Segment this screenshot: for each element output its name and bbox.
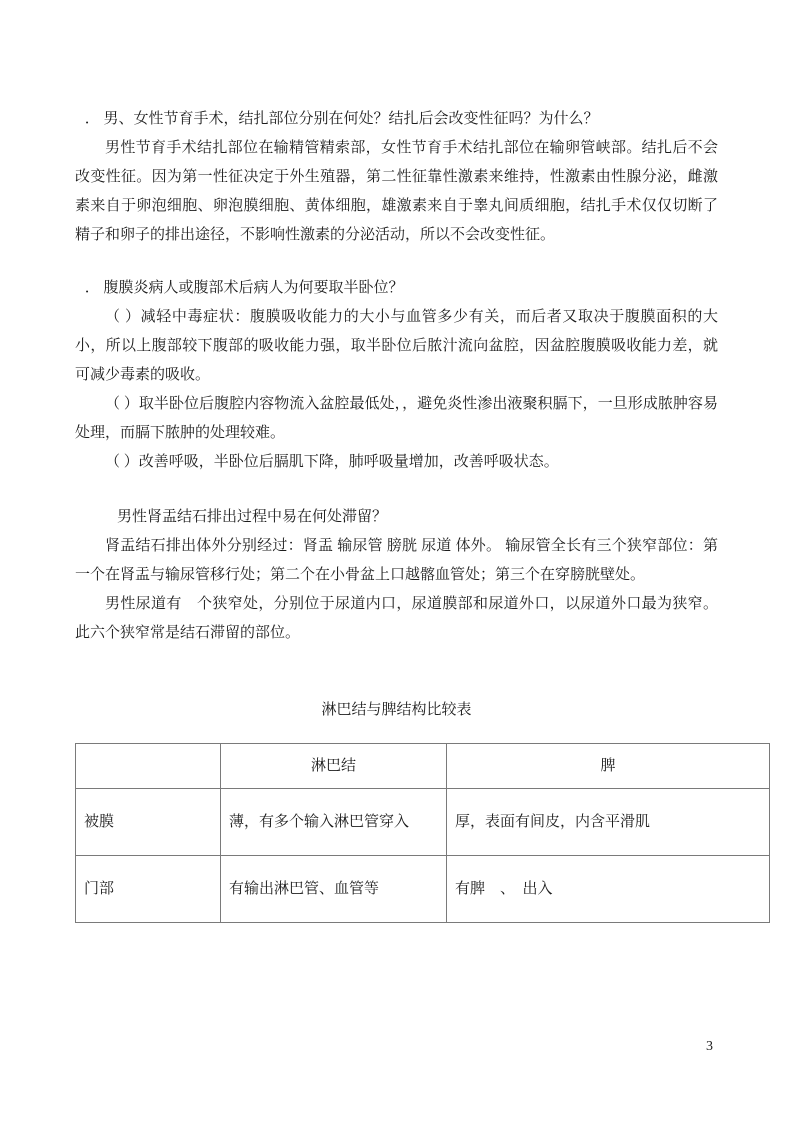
question-2-point-1: （ ）减轻中毒症状：腹膜吸收能力的大小与血管多少有关，而后者又取决于腹膜面积的大小，所以上腹部较下腹部的吸收能力强，取半卧位后脓汁流向盆腔，因盆腔腹膜吸收能力差，就可减少毒素的吸收。 <box>75 309 718 383</box>
question-1-answer: 男性节育手术结扎部位在输精管精索部，女性节育手术结扎部位在输卵管峡部。结扎后不会改变性征。因为第一性征决定于外生殖器，第二性征靠性激素来维持，性激素由性腺分泌，雌激素来自于卵泡细胞、卵泡膜细胞、黄体细胞，雄激素来自于睾丸间质细胞，结扎手术仅仅切断了精子和卵子的排出途径，不影响性激素的分泌活动，所以不会改变性征。 <box>75 140 718 243</box>
question-3-para-1: 肾盂结石排出体外分别经过：肾盂 输尿管 膀胱 尿道 体外。 输尿管全长有三个狭窄部位：第一个在肾盂与输尿管移行处；第二个在小骨盆上口越髂血管处；第三个在穿膀胱壁处。 <box>75 538 718 583</box>
table-row-hilum <box>76 856 770 923</box>
question-3-title: 男性肾盂结石排出过程中易在何处滞留？ <box>117 509 388 525</box>
question-1-title: ． 男、女性节育手术，结扎部位分别在何处？结扎后会改变性征吗？为什么？ <box>84 111 599 127</box>
comparison-table-title: 淋巴结与脾结构比较表 <box>321 702 472 718</box>
table-header-row <box>76 744 770 789</box>
question-3-para-2: 男性尿道有 个狭窄处，分别位于尿道内口，尿道膜部和尿道外口，以尿道外口最为狭窄。此六个狭窄常是结石滞留的部位。 <box>75 596 718 641</box>
table-header-lymph-node: 淋巴结 <box>221 744 447 789</box>
question-2-point-2: （ ）取半卧位后腹腔内容物流入盆腔最低处，，避免炎性渗出液聚积膈下，一旦形成脓肿容易处理，而膈下脓肿的处理较难。 <box>75 396 718 441</box>
table-cell-capsule-label: 被膜 <box>76 789 221 856</box>
comparison-table <box>75 743 770 923</box>
table-cell-hilum-spleen: 有脾 、 出入 <box>447 856 770 923</box>
table-cell-hilum-label: 门部 <box>76 856 221 923</box>
table-cell-capsule-lymph: 薄，有多个输入淋巴管穿入 <box>221 789 447 856</box>
table-cell-capsule-spleen: 厚，表面有间皮，内含平滑肌 <box>447 789 770 856</box>
table-header-blank-cell <box>76 744 221 789</box>
table-cell-hilum-lymph: 有输出淋巴管、血管等 <box>221 856 447 923</box>
page-number: 3 <box>706 1039 713 1054</box>
table-header-spleen: 脾 <box>447 744 770 789</box>
table-row-capsule <box>76 789 770 856</box>
question-2-point-3: （ ）改善呼吸，半卧位后膈肌下降，肺呼吸量增加，改善呼吸状态。 <box>105 454 559 470</box>
question-2-title: ． 腹膜炎病人或腹部术后病人为何要取半卧位？ <box>84 280 404 296</box>
